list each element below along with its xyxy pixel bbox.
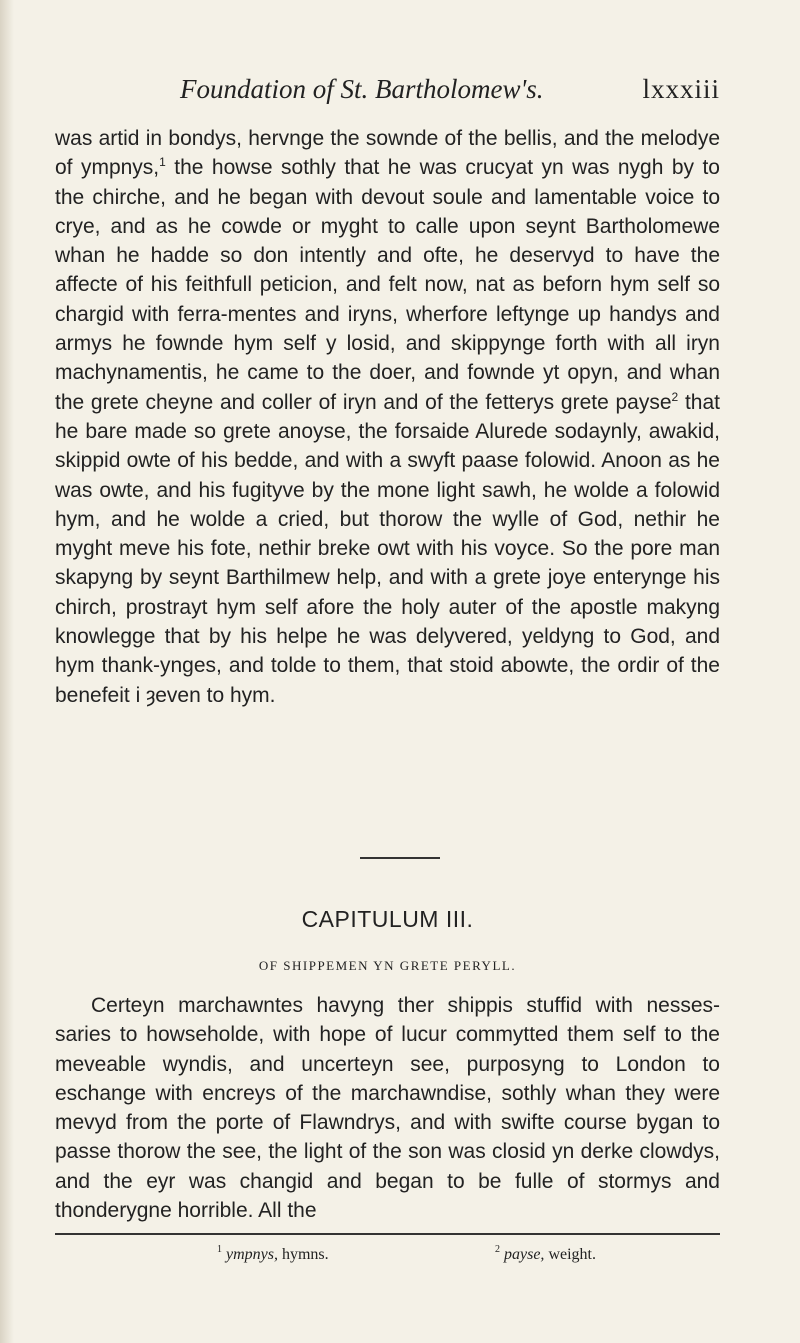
page-header bbox=[180, 74, 720, 105]
footnote-term: ympnys, bbox=[226, 1246, 278, 1263]
body-paragraph-2: Certeyn marchawntes havyng ther shippis stuffid with nesses-saries to howseholde, with hope of lucur commytted them self to the meveable wyndis, and uncerteyn see, purposyng to London to eschange with encreys of the marchawndise, sothly whan they were mevyd from the porte of Flawndrys, and with swifte course bygan to passe thorow the see, the light of the son was closid yn derke clowdys, and the eyr was changid and began to be fulle of stormys and thonderygne horrible. All the bbox=[55, 994, 720, 1223]
footnote-ref-2: 2 bbox=[671, 389, 679, 404]
footnote-ref-1: 1 bbox=[159, 155, 166, 170]
section-divider bbox=[360, 857, 440, 859]
footnote-term: payse, bbox=[504, 1246, 545, 1263]
footnote-number: 2 bbox=[495, 1244, 500, 1255]
footnote-gloss: hymns. bbox=[277, 1246, 329, 1263]
chapter-subheading: OF SHIPPEMEN YN GRETE PERYLL. bbox=[258, 958, 517, 973]
paragraph-text: was artid in bondys, hervnge the sownde of the bellis, and the melodye of ympnys, bbox=[55, 127, 720, 180]
footnote-gloss: weight. bbox=[544, 1246, 596, 1263]
paragraph-text: the howse sothly that he was crucyat yn was nygh by to the chirche, and he began with devout soule and lamentable voice to crye, and as he cowde or myght to calle upon seynt Bartholomewe whan he hadde so don intently and ofte, he deservyd to have the affecte of his feithfull peticion, and felt now, nat as beforn hym self so chargid with ferra-mentes and iryns, wherfore leftynge up handys and armys he fownde hym self y losid, and skippynge forth with all iryn machynamentis, he came to the doer, and fownde yt opyn, and whan the grete cheyne and coller of iryn and of the fetterys grete payse bbox=[55, 156, 720, 414]
body-paragraph-1 bbox=[55, 124, 720, 710]
page-number: lxxxiii bbox=[642, 74, 720, 104]
page-edge-shadow bbox=[0, 0, 14, 1343]
paragraph-text: that he bare made so grete anoyse, the forsaide Alurede sodaynly, awakid, skippid owte of his bedde, and with a swyft paase folowid. Anoon as he was owte, and his fugityve by the mone light sawh, he wolde a folowid hym, and he wolde a cried, but thorow the wylle of God, nethir he myght meve his fote, nethir breke owt with his voyce. So the pore man skapyng by seynt Barthilmew help, and with a grete joye enterynge his chirch, prostrayt hym self afore the holy auter of the apostle makyng knowlegge that by his helpe he was delyvered, yeldyng to God, and hym thank-ynges, and tolde to them, that stoid abowte, the ordir of the benefeit i ȝeven to hym. bbox=[55, 390, 720, 707]
footnote-rule bbox=[55, 1233, 720, 1235]
running-title: Foundation of St. Bartholomew's. bbox=[180, 74, 544, 104]
footnote-number: 1 bbox=[217, 1244, 222, 1255]
chapter-heading: CAPITULUM III. bbox=[301, 906, 474, 932]
footnote-1 bbox=[217, 1246, 329, 1264]
footnote-2 bbox=[495, 1246, 596, 1264]
